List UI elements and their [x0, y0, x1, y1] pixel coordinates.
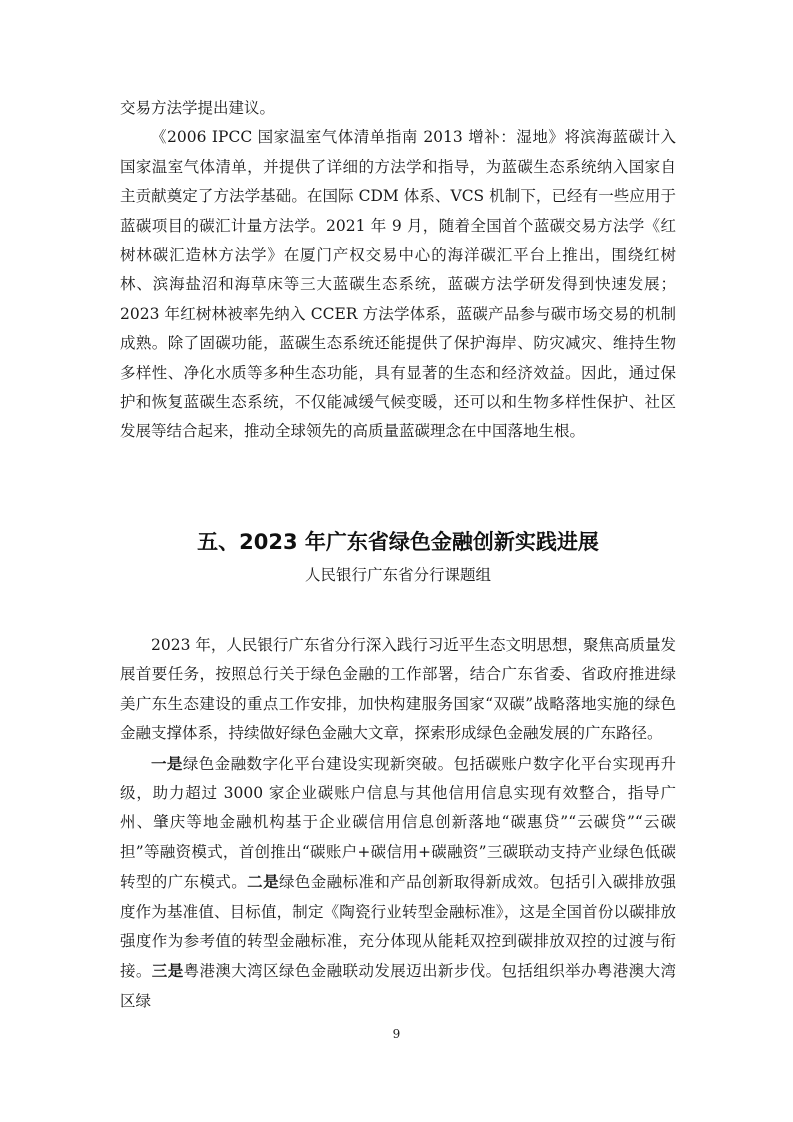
- section-byline: 人民银行广东省分行课题组: [304, 565, 491, 584]
- item3-text: 粤港澳大湾区绿色金融联动发展迈出新步伐。包括组织举办粤港澳大湾区绿: [120, 962, 676, 1010]
- item1-label: 一是: [151, 753, 183, 773]
- item3-label: 三是: [151, 961, 184, 981]
- paragraph-items: [120, 749, 676, 1017]
- paragraph-intro: 2023 年，人民银行广东省分行深入践行习近平生态文明思想，聚焦高质量发展首要任务，按照总行关于绿色金融的工作部署，结合广东省委、省政府推进绿美广东生态建设的重点工作安排，加快构建服务国家“双碳”战略落地实施的绿色金融支撑体系，持续做好绿色金融大文章，探索形成绿色金融发展的广东路径。: [120, 635, 676, 743]
- section-title: 五、2023 年广东省绿色金融创新实践进展: [197, 529, 599, 554]
- paragraph-blue-carbon: 《2006 IPCC 国家温室气体清单指南 2013 增补：湿地》将滨海蓝碳计入国家温室气体清单，并提供了详细的方法学和指导，为蓝碳生态系统纳入国家自主贡献奠定了方法学基础。在国际 CDM 体系、VCS 机制下，已经有一些应用于蓝碳项目的碳汇计量方法学。2021 年 9 月，随着全国首个蓝碳交易方法学《红树林碳汇造林方法学》在厦门产权交易中心的海洋碳汇平台上推出，围绕红树林、滨海盐沼和海草床等三大蓝碳生态系统，蓝碳方法学研发得到快速发展；2023 年红树林被率先纳入 CCER 方法学体系，蓝碳产品参与碳市场交易的机制成熟。除了固碳功能，蓝碳生态系统还能提供了保护海岸、防灾减灾、维持生物多样性、净化水质等多种生态功能，具有显著的生态和经济效益。因此，通过保护和恢复蓝碳生态系统，不仅能减缓气候变暖，还可以和生物多样性保护、社区发展等结合起来，推动全球领先的高质量蓝碳理念在中国落地生根。: [120, 128, 676, 441]
- page-number: 9: [392, 1027, 401, 1041]
- item1-text: 绿色金融数字化平台建设实现新突破。包括碳账户数字化平台实现再升级，助力超过 3000 家企业碳账户信息与其他信用信息实现有效整合，指导广州、肇庆等地金融机构基于企业碳信用信息创新落地“碳惠贷”“云碳贷”“云碳担”等融资模式，首创推出“碳账户+碳信用+碳融资”三碳联动支持产业绿色低碳转型的广东模式。: [120, 754, 676, 892]
- item2-text: 绿色金融标准和产品创新取得新成效。包括引入碳排放强度作为基准值、目标值，制定《陶瓷行业转型金融标准》，这是全国首份以碳排放强度作为参考值的转型金融标准，充分体现从能耗双控到碳排放双控的过渡与衔接。: [120, 873, 676, 981]
- page-content: [120, 94, 676, 1016]
- paragraph-continuation: 交易方法学提出建议。: [120, 99, 276, 117]
- item2-label: 二是: [247, 872, 279, 892]
